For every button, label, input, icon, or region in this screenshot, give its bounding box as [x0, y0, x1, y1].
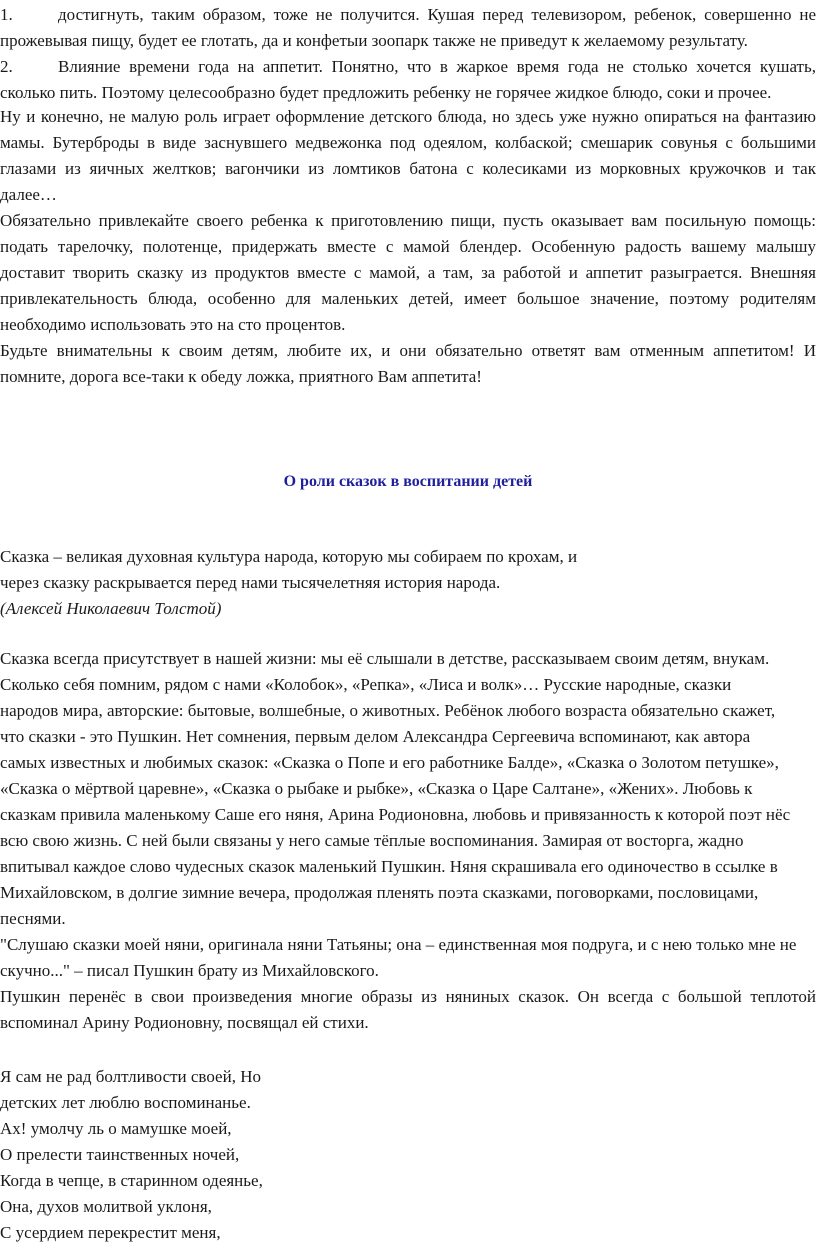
paragraph-line: Пушкин перенёс в свои произведения многие образы из няниных сказок. Он всегда с большой теплотой	[0, 987, 816, 1006]
quote-line: скучно..." – писал Пушкин брату из Михайловского.	[0, 961, 379, 980]
poem-line: Она, духов молитвой уклоня,	[0, 1197, 212, 1216]
list-item-text-line: прожевывая пищу, будет ее глотать, да и конфетыи зоопарк также не приведут к желаемому результату.	[0, 31, 748, 50]
body-line: Михайловском, в долгие зимние вечера, продолжая пленять поэта сказками, поговорками, пословицами,	[0, 883, 759, 902]
poem-line: Я сам не рад болтливости своей, Но	[0, 1067, 261, 1086]
paragraph-line: привлекательность блюда, особенно для маленьких детей, имеет большое значение, поэтому родителям	[0, 289, 816, 308]
body-line: всю свою жизнь. С ней были связаны у него самые тёплые воспоминания. Замирая от восторга, жадно	[0, 831, 744, 850]
list-number: 1.	[0, 5, 13, 24]
paragraph-line: далее…	[0, 185, 57, 204]
article-title: О роли сказок в воспитании детей	[283, 473, 533, 490]
paragraph-line: необходимо использовать это на сто процентов.	[0, 315, 346, 334]
body-line: народов мира, авторские: бытовые, волшебные, о животных. Ребёнок любого возраста обязательно скажет,	[0, 701, 776, 720]
paragraph-line: глазами из яичных желтков; вагончики из ломтиков батона с колесиками из морковных кружочков и так	[0, 159, 816, 178]
list-item-text-line: Влияние времени года на аппетит. Понятно, что в жаркое время года не столько хочется кушать,	[58, 57, 816, 76]
paragraph-line: помните, дорога все-таки к обеду ложка, приятного Вам аппетита!	[0, 367, 482, 386]
epigraph-line: через сказку раскрывается перед нами тысячелетняя история народа.	[0, 573, 501, 592]
poem-line: детских лет люблю воспоминанье.	[0, 1093, 251, 1112]
paragraph-line: Обязательно привлекайте своего ребенка к приготовлению пищи, пусть оказывает вам посильную помощь:	[0, 211, 816, 230]
paragraph-line: доставит творить сказку из продуктов вместе с мамой, а там, за работой и аппетит разыграется. Внешняя	[0, 263, 816, 282]
paragraph-line: вспоминал Арину Родионовну, посвящал ей стихи.	[0, 1013, 369, 1032]
quote-line: "Слушаю сказки моей няни, оригинала няни Татьяны; она – единственная моя подруга, и с нею только мне не	[0, 935, 797, 954]
epigraph-line: Сказка – великая духовная культура народа, которую мы собираем по крохам, и	[0, 547, 578, 566]
paragraph-line: мамы. Бутерброды в виде заснувшего медвежонка под одеялом, колбаской; смешарик совунья с большими	[0, 133, 816, 152]
poem-line: О прелести таинственных ночей,	[0, 1145, 240, 1164]
body-line: песнями.	[0, 909, 66, 928]
poem-line: Ах! умолчу ль о мамушке моей,	[0, 1119, 232, 1138]
body-line: Сказка всегда присутствует в нашей жизни: мы её слышали в детстве, рассказываем своим детям, внукам.	[0, 649, 770, 668]
body-line: впитывал каждое слово чудесных сказок маленький Пушкин. Няня скрашивала его одиночество в ссылке в	[0, 857, 778, 876]
body-line: что сказки - это Пушкин. Нет сомнения, первым делом Александра Сергеевича вспоминают, как автора	[0, 727, 751, 746]
list-item-text-line: сколько пить. Поэтому целесообразно будет предложить ребенку не горячее жидкое блюдо, соки и прочее.	[0, 83, 772, 102]
body-line: Сколько себя помним, рядом с нами «Колобок», «Репка», «Лиса и волк»… Русские народные, сказки	[0, 675, 732, 694]
poem-line: С усердием перекрестит меня,	[0, 1223, 221, 1242]
body-line: «Сказка о мёртвой царевне», «Сказка о рыбаке и рыбке», «Сказка о Царе Салтане», «Жених». Любовь к	[0, 779, 753, 798]
poem-line: Когда в чепце, в старинном одеянье,	[0, 1171, 263, 1190]
body-line: самых известных и любимых сказок: «Сказка о Попе и его работнике Балде», «Сказка о Золотом петушке»,	[0, 753, 779, 772]
body-line: сказкам привила маленькому Саше его няня, Арина Родионовна, любовь и привязанность к которой поэт нёс	[0, 805, 791, 824]
epigraph-author: (Алексей Николаевич Толстой)	[0, 599, 222, 618]
paragraph-line: Ну и конечно, не малую роль играет оформление детского блюда, но здесь уже нужно опираться на фантазию	[0, 107, 816, 126]
paragraph-line: Будьте внимательны к своим детям, любите их, и они обязательно ответят вам отменным аппетитом! И	[0, 341, 816, 360]
list-number: 2.	[0, 57, 13, 76]
paragraph-line: подать тарелочку, полотенце, придержать вместе с мамой блендер. Особенную радость вашему малышу	[0, 237, 816, 256]
list-item-text-line: достигнуть, таким образом, тоже не получится. Кушая перед телевизором, ребенок, совершенно не	[58, 5, 816, 24]
